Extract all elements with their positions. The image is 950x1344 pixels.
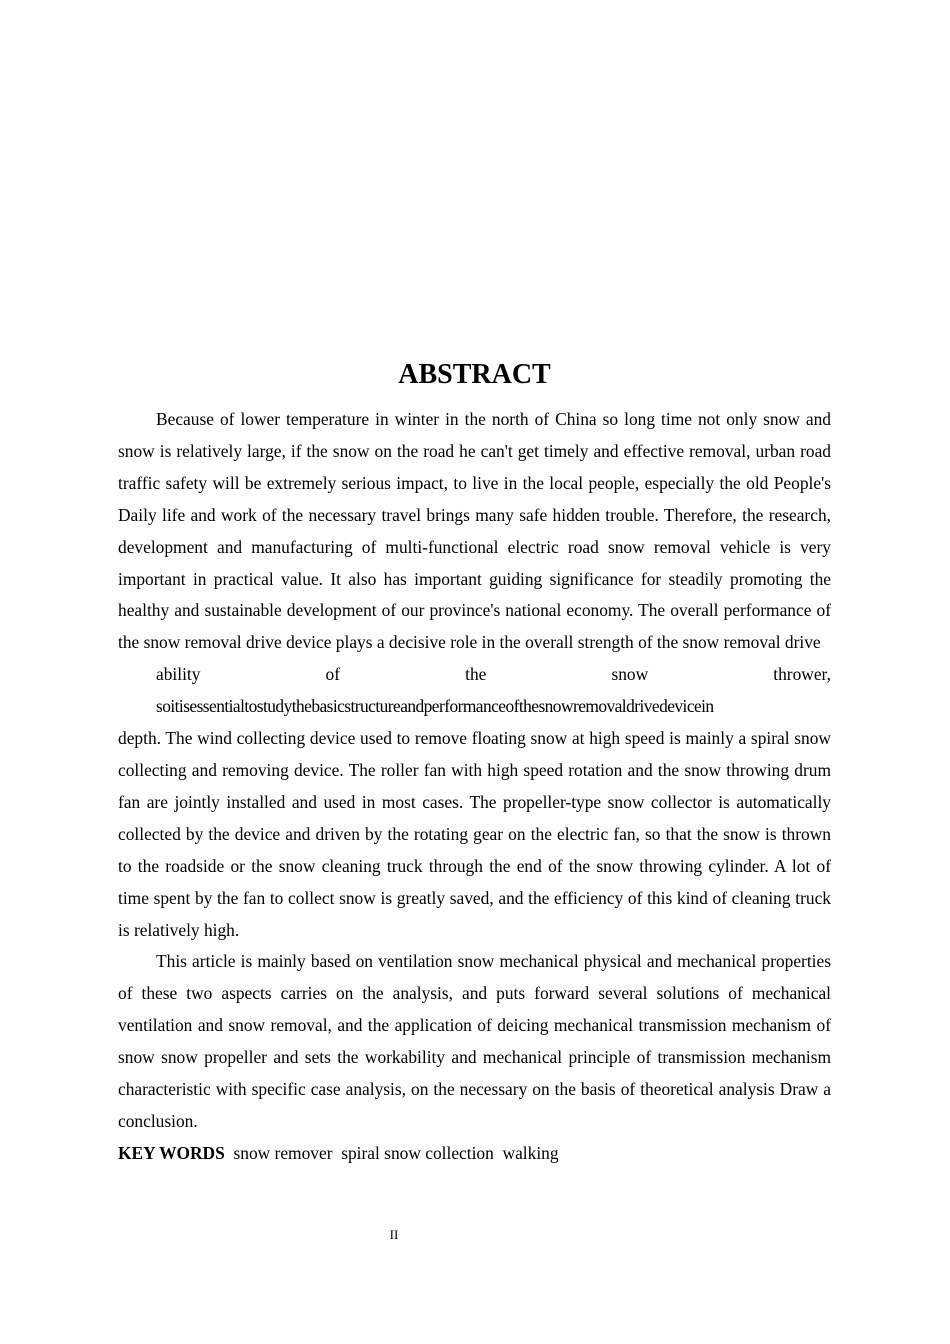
- abstract-paragraph-2: This article is mainly based on ventilation snow mechanical physical and mechanical properties of these two aspects carries on the analysis, and puts forward several solutions of mechanical ventilation and snow removal, and the application of deicing mechanical transmission mechanism of snow snow propeller and sets the workability and mechanical principle of transmission mechanism characteristic with specific case analysis, on the necessary on the basis of theoretical analysis Draw a conclusion.: [118, 951, 831, 1131]
- keyword-item: walking: [502, 1142, 559, 1163]
- paragraph-1-spread-line: ability of the snow thrower,: [156, 664, 831, 685]
- keyword-item: snow remover: [233, 1142, 333, 1163]
- keyword-item: spiral snow collection: [341, 1142, 494, 1163]
- paragraph-1-text-part-2: depth. The wind collecting device used to remove floating snow at high speed is mainly a spiral snow collecting and removing device. The roller fan with high speed rotation and the snow throwing drum fan are jointly installed and used in most cases. The propeller-type snow collector is automatically collected by the device and driven by the rotating gear on the electric fan, so that the snow is thrown to the roadside or the snow cleaning truck through the end of the snow throwing cylinder. A lot of time spent by the fan to collect snow is greatly saved, and the efficiency of this kind of cleaning truck is relatively high.: [118, 728, 831, 940]
- paragraph-1-text-part-1: Because of lower temperature in winter in the north of China so long time not only snow and snow is relatively large, if the snow on the road he can't get timely and effective removal, urban road traffic safety will be extremely serious impact, to live in the local people, especially the old People's Daily life and work of the necessary travel brings many safe hidden trouble. Therefore, the research, development and manufacturing of multi-functional electric road snow removal vehicle is very important in practical value. It also has important guiding significance for steadily promoting the healthy and sustainable development of our province's national economy. The overall performance of the snow removal drive device plays a decisive role in the overall strength of the snow removal drive: [118, 409, 831, 653]
- abstract-title: ABSTRACT: [398, 359, 551, 390]
- keywords-line: [118, 1138, 831, 1170]
- abstract-paragraph-1: [118, 404, 831, 946]
- abstract-body: [118, 404, 831, 1170]
- paragraph-1-squashed-line: soitisessentialtostudythebasicstructureandperformanceofthesnowremovaldrivedevicein: [156, 696, 714, 717]
- keywords-label: KEY WORDS: [118, 1142, 225, 1163]
- page-number: II: [389, 1227, 399, 1242]
